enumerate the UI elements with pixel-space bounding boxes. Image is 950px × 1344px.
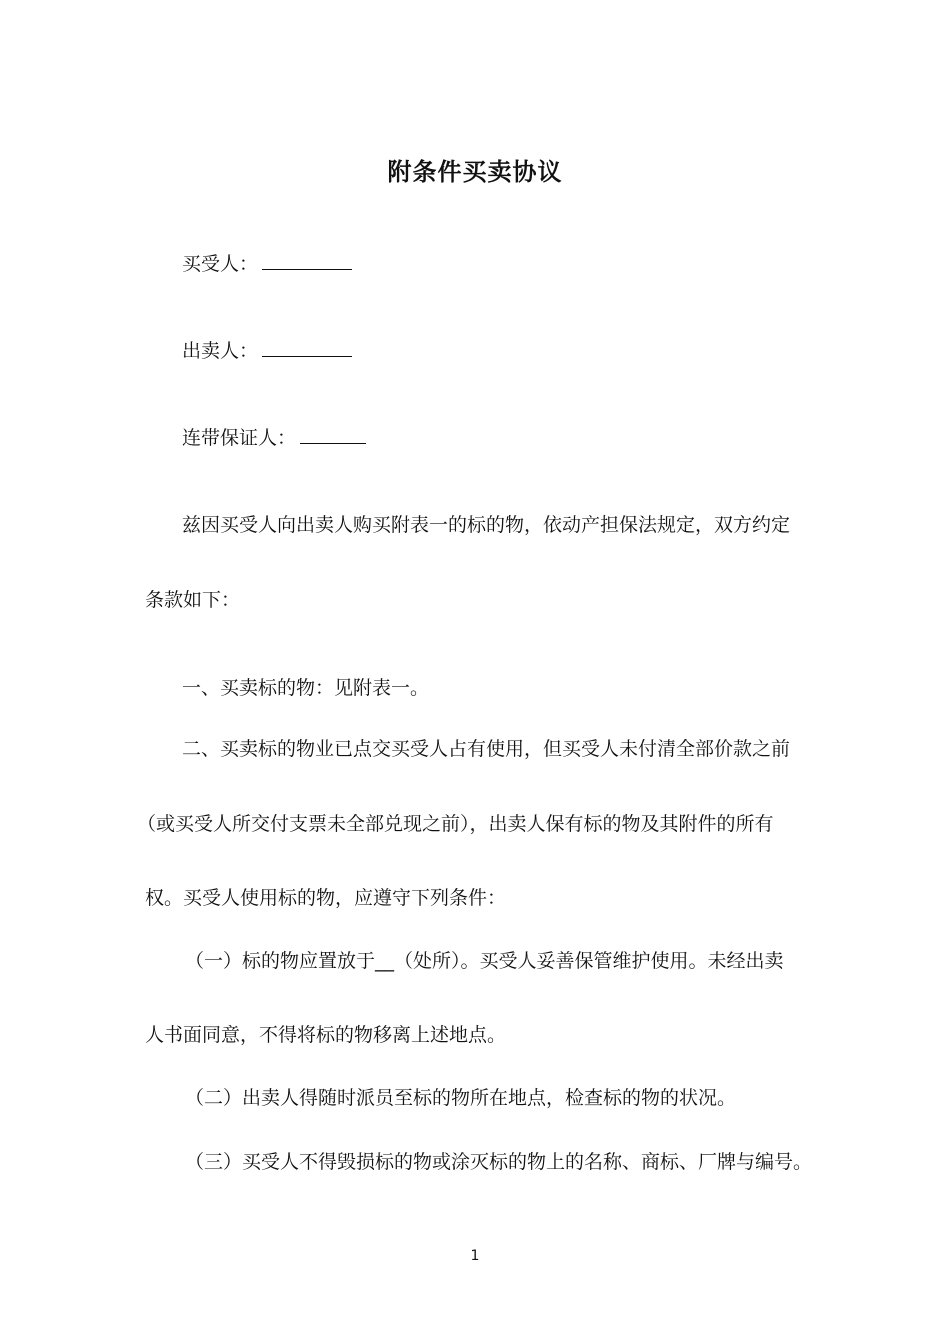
subclause-1-line-1: （一）标的物应置放于__（处所）。买受人妥善保管维护使用。未经出卖: [185, 950, 784, 972]
subclause-1-line-2: 人书面同意，不得将标的物移离上述地点。: [145, 1024, 507, 1046]
guarantor-label: 连带保证人：: [182, 427, 297, 449]
clause-1: 一、买卖标的物：见附表一。: [182, 677, 430, 699]
guarantor-blank-line: [300, 425, 366, 444]
subclause-2: （二）出卖人得随时派员至标的物所在地点，检查标的物的状况。: [185, 1087, 737, 1109]
clause-2-line-2: （或买受人所交付支票未全部兑现之前），出卖人保有标的物及其附件的所有: [137, 813, 774, 835]
preamble-line-2: 条款如下：: [145, 589, 241, 611]
buyer-blank-line: [262, 251, 352, 270]
seller-label: 出卖人：: [182, 340, 259, 362]
subclause-3: （三）买受人不得毁损标的物或涂灭标的物上的名称、商标、厂牌与编号。: [185, 1151, 813, 1173]
document-title: 附条件买卖协议: [387, 157, 563, 186]
seller-field-row: [182, 337, 352, 365]
page-number: 1: [470, 1248, 480, 1264]
guarantor-field-row: [182, 424, 366, 452]
clause-2-line-1: 二、买卖标的物业已点交买受人占有使用，但买受人未付清全部价款之前: [182, 738, 791, 760]
buyer-label: 买受人：: [182, 253, 259, 275]
clause-2-line-3: 权。买受人使用标的物，应遵守下列条件：: [145, 887, 507, 909]
preamble-line-1: 兹因买受人向出卖人购买附表一的标的物，依动产担保法规定，双方约定: [182, 514, 791, 536]
seller-blank-line: [262, 338, 352, 357]
buyer-field-row: [182, 250, 352, 278]
